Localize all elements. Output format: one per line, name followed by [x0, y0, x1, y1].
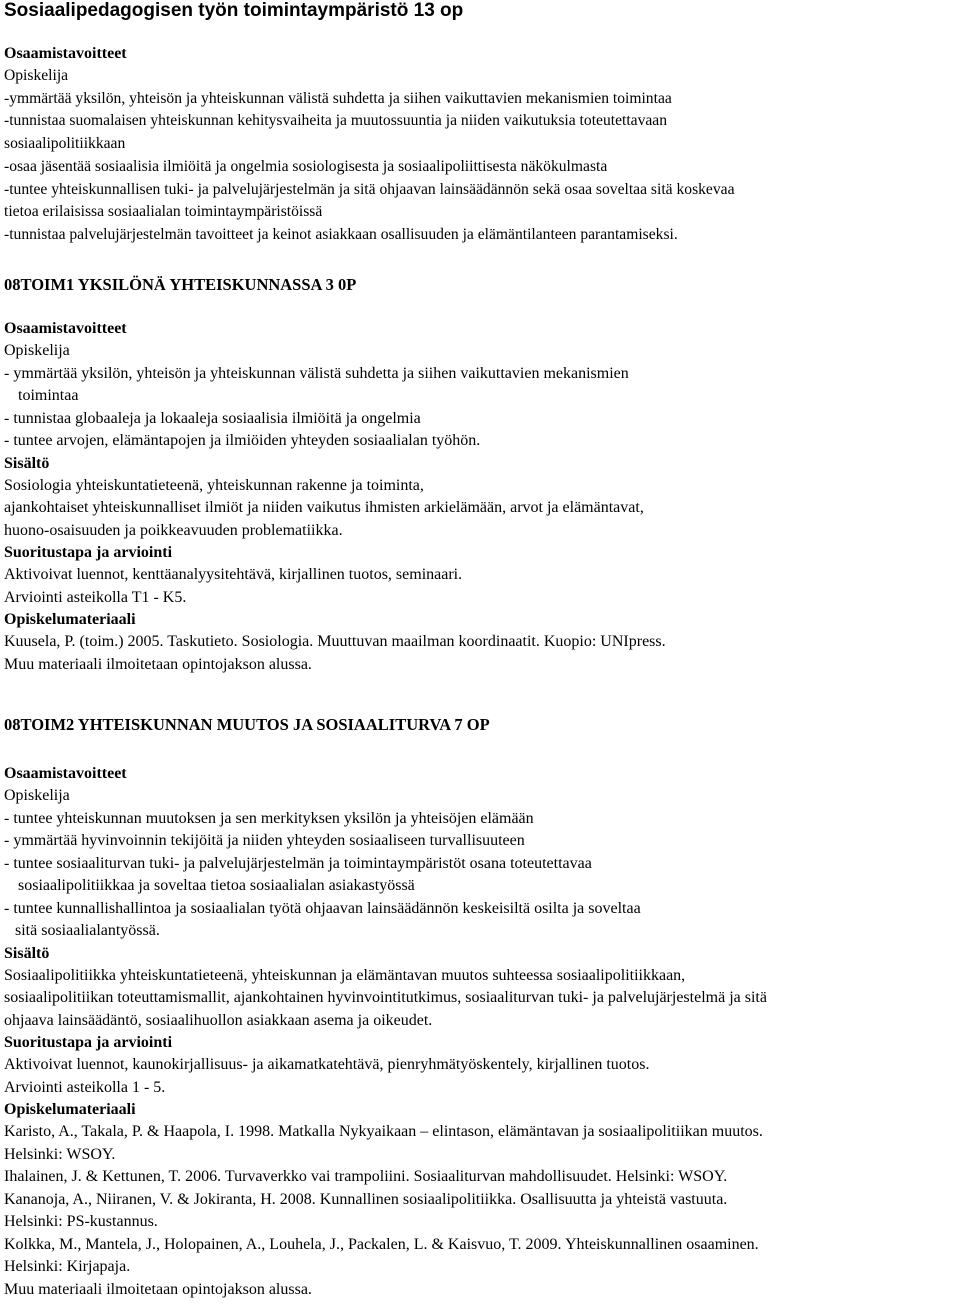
intro-line: tietoa erilaisissa sosiaalialan toimintaympäristöissä: [4, 203, 323, 221]
intro-section: [4, 43, 960, 247]
course2-content-line: Sosiaalipolitiikka yhteiskuntatieteenä, yhteiskunnan ja elämäntavan muutos suhteessa sosiaalipolitiikkaan,: [4, 966, 686, 984]
course2-material: Kolkka, M., Mantela, J., Holopainen, A., Louhela, J., Packalen, L. & Kaisvuo, T. 2009. Yhteiskunnallinen osaaminen.: [4, 1235, 759, 1253]
course1-objective: - tuntee arvojen, elämäntapojen ja ilmiöiden yhteyden sosiaalialan työhön.: [4, 432, 481, 449]
course2-objective: - tuntee kunnallishallintoa ja sosiaalialan työtä ohjaavan lainsäädännön keskeisiltä osilta ja soveltaa: [4, 899, 641, 917]
course2-method-line: Aktivoivat luennot, kaunokirjallisuus- ja aikamatkatehtävä, pienryhmätyöskentely, kirjallinen tuotos.: [4, 1056, 650, 1073]
course1-material: Kuusela, P. (toim.) 2005. Taskutieto. Sosiologia. Muuttuvan maailman koordinaatit. Kuopio: UNIpress.: [4, 633, 666, 650]
intro-objectives-heading: Osaamistavoitteet: [4, 45, 127, 62]
course2-content-line: sosiaalipolitiikan toteuttamismallit, ajankohtainen hyvinvointitutkimus, sosiaaliturvan tuki- ja palvelujärjestelmä ja sitä: [4, 989, 767, 1006]
course2-objective: - tuntee sosiaaliturvan tuki- ja palvelujärjestelmän ja toimintaympäristöt osana toteutettavaa: [4, 854, 592, 872]
intro-student-label: Opiskelija: [4, 67, 69, 84]
course1-content-line: Sosiologia yhteiskuntatieteenä, yhteiskunnan rakenne ja toiminta,: [4, 476, 424, 494]
course1-method-line: Aktivoivat luennot, kenttäanalyysitehtävä, kirjallinen tuotos, seminaari.: [4, 566, 463, 583]
course1-objective: - tunnistaa globaaleja ja lokaaleja sosiaalisia ilmiöitä ja ongelmia: [4, 409, 421, 427]
course2-objective: sosiaalipolitiikkaa ja soveltaa tietoa sosiaalialan asiakastyössä: [18, 877, 415, 894]
course2-materials-heading: Opiskelumateriaali: [4, 1101, 136, 1118]
course2-objective: - ymmärtää hyvinvoinnin tekijöitä ja niiden yhteyden sosiaaliseen turvallisuuteen: [4, 832, 525, 849]
course1-content-line: huono-osaisuuden ja poikkeavuuden problematiikka.: [4, 521, 343, 539]
course2-material: Muu materiaali ilmoitetaan opintojakson alussa.: [4, 1280, 312, 1298]
course2-material: Helsinki: PS-kustannus.: [4, 1213, 158, 1230]
course1-materials-heading: Opiskelumateriaali: [4, 611, 136, 628]
course2-material: Karisto, A., Takala, P. & Haapola, I. 1998. Matkalla Nykyaikaan – elintason, elämäntavan ja sosiaalipolitiikan muutos.: [4, 1123, 763, 1140]
course2-objective: - tuntee yhteiskunnan muutoksen ja sen merkityksen yksilön ja yhteisöjen elämään: [4, 809, 534, 827]
intro-line: -osaa jäsentää sosiaalisia ilmiöitä ja ongelmia sosiologisesta ja sosiaalipoliittisesta näkökulmasta: [4, 157, 608, 175]
course2-method-line: Arviointi asteikolla 1 - 5.: [4, 1078, 166, 1096]
course1-objectives-heading: Osaamistavoitteet: [4, 320, 127, 337]
course1-content-line: ajankohtaiset yhteiskunnalliset ilmiöt ja niiden vaikutus ihmisten arkielämään, arvot ja elämäntavat,: [4, 499, 644, 516]
course1-content-heading: Sisältö: [4, 454, 50, 472]
course1-student-label: Opiskelija: [4, 342, 70, 359]
course1-method-heading: Suoritustapa ja arviointi: [4, 544, 173, 561]
course2-section: [4, 714, 960, 1301]
intro-line: -tunnistaa suomalaisen yhteiskunnan kehitysvaiheita ja muutossuuntia ja niiden vaikutuksia toteutettavaan: [4, 112, 668, 130]
course2-material: Helsinki: Kirjapaja.: [4, 1258, 131, 1275]
course1-method-line: Arviointi asteikolla T1 - K5.: [4, 588, 187, 606]
course1-title: 08TOIM1 YKSILÖNÄ YHTEISKUNNASSA 3 0P: [4, 275, 357, 294]
course2-student-label: Opiskelija: [4, 787, 70, 804]
course1-material: Muu materiaali ilmoitetaan opintojakson alussa.: [4, 655, 312, 673]
intro-line: -tuntee yhteiskunnallisen tuki- ja palvelujärjestelmän ja sitä ohjaavan lainsäädännön sekä osaa soveltaa sitä koskevaa: [4, 180, 735, 198]
course2-objective: sitä sosiaalialantyössä.: [15, 922, 160, 939]
course2-content-line: ohjaava lainsäädäntö, sosiaalihuollon asiakkaan asema ja oikeudet.: [4, 1011, 433, 1029]
course1-objective: toimintaa: [18, 387, 79, 404]
intro-line: sosiaalipolitiikkaan: [4, 135, 126, 153]
course1-objective: - ymmärtää yksilön, yhteisön ja yhteiskunnan välistä suhdetta ja siihen vaikuttavien mekanismien: [4, 364, 629, 382]
course1-section: [4, 274, 960, 676]
course2-material: Ihalainen, J. & Kettunen, T. 2006. Turvaverkko vai trampoliini. Sosiaaliturvan mahdollisuudet. Helsinki: WSOY.: [4, 1168, 728, 1185]
course2-title: 08TOIM2 YHTEISKUNNAN MUUTOS JA SOSIAALITURVA 7 OP: [4, 715, 490, 734]
intro-line: -ymmärtää yksilön, yhteisön ja yhteiskunnan välistä suhdetta ja siihen vaikuttavien mekanismien toimintaa: [4, 89, 672, 107]
course2-material: Kananoja, A., Niiranen, V. & Jokiranta, H. 2008. Kunnallinen sosiaalipolitiikka. Osallisuutta ja yhteistä vastuuta.: [4, 1190, 728, 1208]
document-title: Sosiaalipedagogisen työn toimintaympäristö 13 op: [4, 0, 464, 21]
course2-material: Helsinki: WSOY.: [4, 1145, 116, 1163]
intro-line: -tunnistaa palvelujärjestelmän tavoitteet ja keinot asiakkaan osallisuuden ja elämäntilanteen parantamiseksi.: [4, 225, 678, 243]
course2-objectives-heading: Osaamistavoitteet: [4, 765, 127, 782]
course2-content-heading: Sisältö: [4, 944, 50, 962]
course2-method-heading: Suoritustapa ja arviointi: [4, 1034, 173, 1051]
